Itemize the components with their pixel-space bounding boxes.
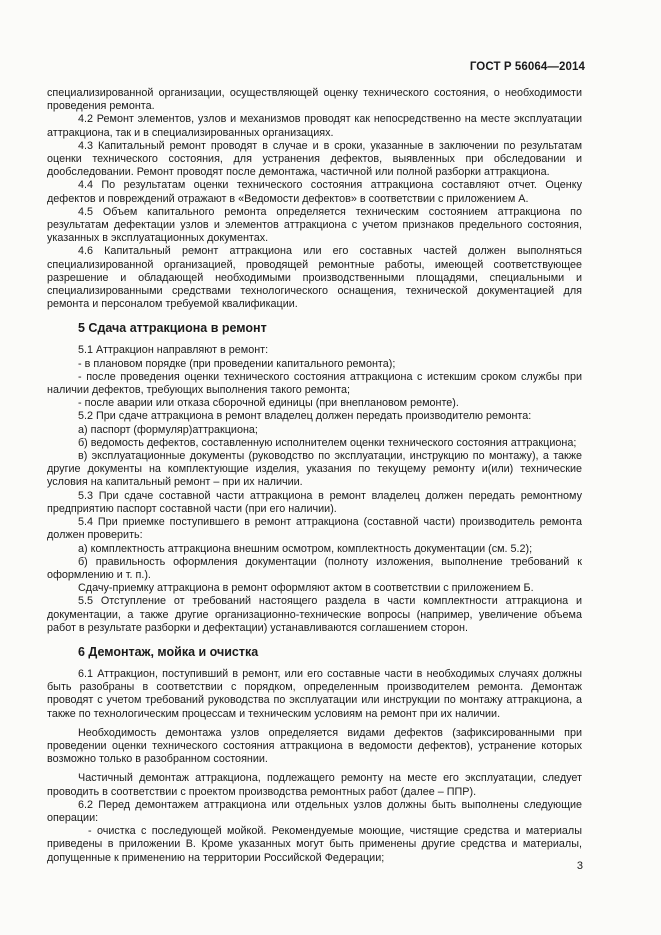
paragraph: 6.1 Аттракцион, поступивший в ремонт, или его составные части в необходимых случаях должны быть разобраны в соответствии с порядком, определенным производителем ремонта. Демонтаж проводят с учетом требований руководства по эксплуатации или инструкции по монтажу аттракциона, а также по технологическим процессам и техническим условиям на ремонт при их наличии. xyxy=(47,667,582,720)
paragraph: - в плановом порядке (при проведении капитального ремонта); xyxy=(78,357,396,370)
paragraph: Сдачу-приемку аттракциона в ремонт оформляют актом в соответствии с приложением Б. xyxy=(78,582,534,595)
paragraph: в) эксплуатационные документы (руководство по эксплуатации, инструкцию по монтажу), а также другие документы на комплектующие изделия, указания по текущему ремонту и(или) технические условия на капитальный ремонт – при их наличии. xyxy=(47,450,582,489)
paragraph: 5.5 Отступление от требований настоящего раздела в части комплектности аттракциона и документации, а также другие организационно-технические вопросы (например, увеличение объема работ в результате разборки и дефектации) устанавливаются соглашением сторон. xyxy=(47,595,582,634)
paragraph: 6.2 Перед демонтажем аттракциона или отдельных узлов должны быть выполнены следующие операции: xyxy=(47,798,582,824)
document-body xyxy=(47,87,582,865)
paragraph: - после аварии или отказа сборочной единицы (при внеплановом ремонте). xyxy=(78,397,459,410)
paragraph: б) правильность оформления документации (полноту изложения, выполнение требований к оформлению и т. п.). xyxy=(47,555,582,581)
page-number: 3 xyxy=(576,860,583,872)
section-heading: 6 Демонтаж, мойка и очистка xyxy=(78,644,259,659)
standard-header: ГОСТ Р 56064—2014 xyxy=(469,61,585,73)
paragraph: 4.2 Ремонт элементов, узлов и механизмов проводят как непосредственно на месте эксплуатации аттракциона, так и в специализированных организациях. xyxy=(47,113,582,139)
paragraph: 4.6 Капитальный ремонт аттракциона или его составных частей должен выполняться специализированной организацией, проводящей ремонтные работы, имеющей соответствующее разрешение и обладающей необходимыми производственными площадями, специальными и специализированными средствами технологического оснащения, технической документацией для ремонта и персоналом требуемой квалификации. xyxy=(47,245,582,311)
paragraph: Необходимость демонтажа узлов определяется видами дефектов (зафиксированными при проведении оценки технического состояния аттракциона в ведомости дефектов), устранение которых возможно только в разобранном состоянии. xyxy=(47,726,582,766)
paragraph: - очистка с последующей мойкой. Рекомендуемые моющие, чистящие средства и материалы приведены в приложении В. Кроме указанных могут быть применены другие средства и материалы, допущенные к применению на территории Российской Федерации; xyxy=(47,825,582,864)
paragraph: 4.4 По результатам оценки технического состояния аттракциона составляют отчет. Оценку дефектов и повреждений отражают в «Ведомости дефектов» в соответствии с приложением А. xyxy=(47,179,582,205)
paragraph: 5.3 При сдаче составной части аттракциона в ремонт владелец должен передать ремонтному предприятию паспорт составной части (при его наличии). xyxy=(47,489,582,515)
section-heading: 5 Сдача аттракциона в ремонт xyxy=(78,321,267,336)
paragraph: - после проведения оценки технического состояния аттракциона с истекшим сроком службы при наличии дефектов, требующих выполнения такого ремонта; xyxy=(47,370,582,397)
paragraph: 4.3 Капитальный ремонт проводят в случае и в сроки, указанные в заключении по результатам оценки технического состояния, для устранения дефектов, выявленных при обследовании и дообследовании. Ремонт проводят после демонтажа, частичной или полной разборки аттракциона. xyxy=(47,139,582,179)
paragraph: специализированной организации, осуществляющей оценку технического состояния, о необходимости проведения ремонта. xyxy=(47,87,582,113)
paragraph: 5.2 При сдаче аттракциона в ремонт владелец должен передать производителю ремонта: xyxy=(78,410,532,423)
paragraph: б) ведомость дефектов, составленную исполнителем оценки технического состояния аттракциона; xyxy=(78,436,577,449)
paragraph: а) комплектность аттракциона внешним осмотром, комплектность документации (см. 5.2); xyxy=(78,542,533,555)
paragraph: 4.5 Объем капитального ремонта определяется техническим состоянием аттракциона по результатам дефектации узлов и элементов аттракциона с учетом признаков предельного состояния, указанных в эксплуатационных документах. xyxy=(47,205,582,245)
paragraph: Частичный демонтаж аттракциона, подлежащего ремонту на месте его эксплуатации, следует проводить в соответствии с проектом производства ремонтных работ (далее – ППР). xyxy=(47,772,582,798)
paragraph: 5.1 Аттракцион направляют в ремонт: xyxy=(78,344,269,357)
paragraph: а) паспорт (формуляр)аттракциона; xyxy=(78,423,258,436)
paragraph: 5.4 При приемке поступившего в ремонт аттракциона (составной части) производитель ремонта должен проверить: xyxy=(47,516,582,542)
